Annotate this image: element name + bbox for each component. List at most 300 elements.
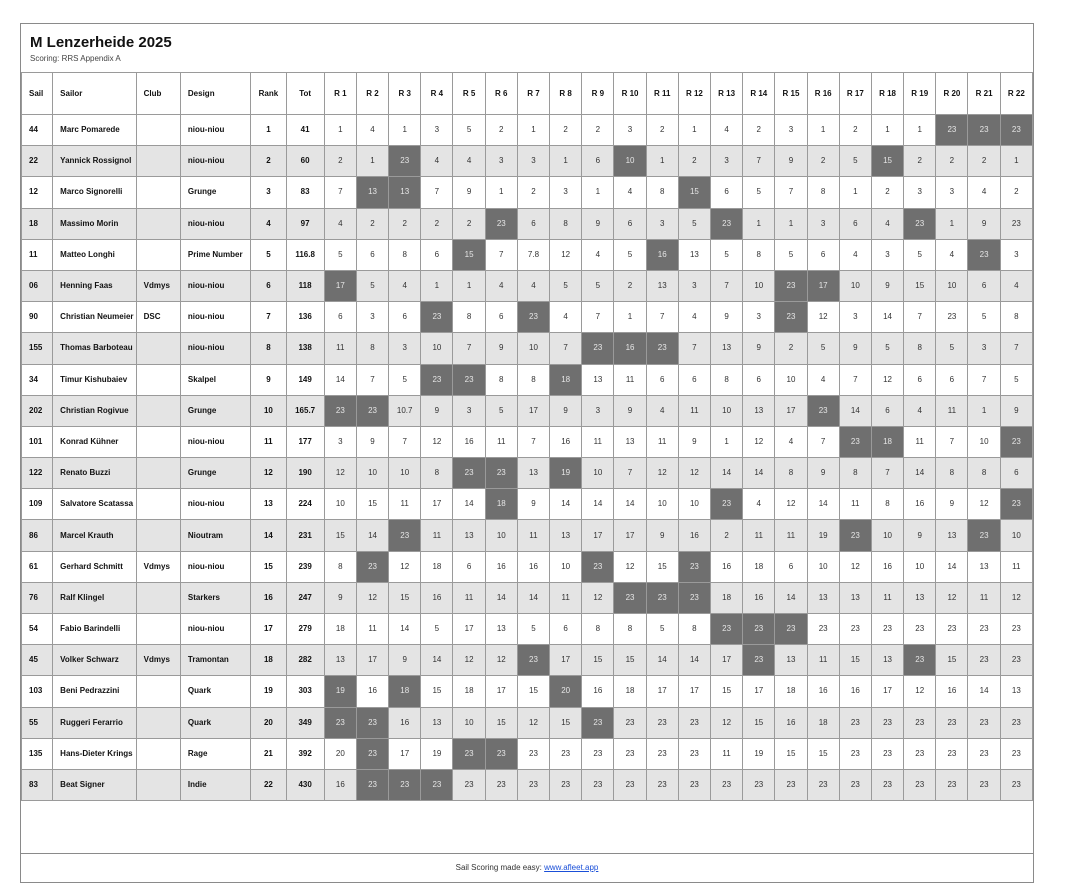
results-body [22, 115, 1033, 801]
design-cell: Quark [180, 707, 250, 738]
race-score-dropped: 10 [614, 146, 646, 177]
race-score: 9 [614, 395, 646, 426]
design-cell: niou-niou [180, 302, 250, 333]
design-cell: Quark [180, 676, 250, 707]
race-score-dropped: 23 [678, 551, 710, 582]
race-score: 5 [968, 302, 1000, 333]
sail-cell: 122 [22, 458, 53, 489]
race-score: 7 [871, 458, 903, 489]
race-score-dropped: 23 [389, 520, 421, 551]
race-score: 1 [1000, 146, 1032, 177]
race-score: 2 [614, 270, 646, 301]
race-score: 11 [968, 582, 1000, 613]
race-score: 18 [743, 551, 775, 582]
club-cell [136, 208, 180, 239]
total-cell: 239 [286, 551, 324, 582]
race-score: 16 [356, 676, 388, 707]
race-score: 14 [582, 489, 614, 520]
race-score: 6 [485, 302, 517, 333]
race-score: 11 [743, 520, 775, 551]
table-row[interactable] [22, 115, 1033, 146]
rank-cell: 6 [251, 270, 286, 301]
club-cell: Vdmys [136, 270, 180, 301]
race-score: 7 [646, 302, 678, 333]
race-score: 12 [421, 426, 453, 457]
sail-cell: 103 [22, 676, 53, 707]
race-score: 9 [678, 426, 710, 457]
race-score: 16 [324, 769, 356, 800]
race-score-dropped: 23 [968, 115, 1000, 146]
race-score: 12 [356, 582, 388, 613]
race-score: 7 [421, 177, 453, 208]
footer-link[interactable]: www.afleet.app [544, 863, 599, 872]
race-score: 13 [485, 614, 517, 645]
race-score: 6 [389, 302, 421, 333]
total-cell: 83 [286, 177, 324, 208]
race-score-dropped: 23 [421, 364, 453, 395]
sailor-cell: Ralf Klingel [53, 582, 136, 613]
race-score: 1 [710, 426, 742, 457]
race-score: 23 [1000, 769, 1032, 800]
race-score: 23 [485, 769, 517, 800]
column-header-race[interactable]: R 5 [453, 73, 485, 115]
race-score: 11 [324, 333, 356, 364]
sailor-cell: Christian Neumeier [53, 302, 136, 333]
race-score: 23 [968, 645, 1000, 676]
sail-cell: 135 [22, 738, 53, 769]
race-score: 15 [421, 676, 453, 707]
race-score: 1 [517, 115, 549, 146]
race-score: 4 [614, 177, 646, 208]
table-row[interactable] [22, 769, 1033, 800]
table-row[interactable] [22, 302, 1033, 333]
race-score: 16 [517, 551, 549, 582]
race-score: 10 [421, 333, 453, 364]
column-header-race[interactable]: R 11 [646, 73, 678, 115]
race-score: 15 [646, 551, 678, 582]
race-score: 23 [904, 738, 936, 769]
table-row[interactable] [22, 520, 1033, 551]
race-score: 15 [485, 707, 517, 738]
race-score-dropped: 23 [936, 115, 968, 146]
column-header-race[interactable]: R 3 [389, 73, 421, 115]
race-score: 19 [743, 738, 775, 769]
total-cell: 41 [286, 115, 324, 146]
table-row[interactable] [22, 676, 1033, 707]
table-row[interactable] [22, 645, 1033, 676]
race-score: 11 [582, 426, 614, 457]
race-score: 6 [614, 208, 646, 239]
race-score: 14 [356, 520, 388, 551]
race-score: 1 [646, 146, 678, 177]
race-score: 15 [904, 270, 936, 301]
column-header-race[interactable]: R 4 [421, 73, 453, 115]
column-header-race[interactable]: R 1 [324, 73, 356, 115]
race-score: 4 [807, 364, 839, 395]
total-cell: 116.8 [286, 239, 324, 270]
table-row[interactable] [22, 426, 1033, 457]
race-score-dropped: 23 [582, 551, 614, 582]
design-cell: Nioutram [180, 520, 250, 551]
table-row[interactable] [22, 146, 1033, 177]
race-score: 1 [389, 115, 421, 146]
race-score: 15 [389, 582, 421, 613]
total-cell: 279 [286, 614, 324, 645]
race-score: 23 [807, 614, 839, 645]
race-score: 13 [968, 551, 1000, 582]
race-score: 23 [1000, 738, 1032, 769]
race-score: 15 [839, 645, 871, 676]
race-score: 15 [550, 707, 582, 738]
race-score: 16 [678, 520, 710, 551]
race-score-dropped: 23 [614, 582, 646, 613]
race-score: 23 [968, 738, 1000, 769]
race-score: 7 [678, 333, 710, 364]
race-score: 16 [839, 676, 871, 707]
column-header-race[interactable]: R 20 [936, 73, 968, 115]
race-score: 13 [904, 582, 936, 613]
club-cell [136, 146, 180, 177]
sail-cell: 83 [22, 769, 53, 800]
race-score: 23 [936, 738, 968, 769]
race-score: 4 [743, 489, 775, 520]
race-score: 13 [324, 645, 356, 676]
sail-cell: 90 [22, 302, 53, 333]
race-score: 9 [453, 177, 485, 208]
race-score: 1 [871, 115, 903, 146]
race-score: 7 [968, 364, 1000, 395]
race-score: 2 [550, 115, 582, 146]
column-header-race[interactable]: R 14 [743, 73, 775, 115]
race-score: 7 [324, 177, 356, 208]
race-score: 6 [743, 364, 775, 395]
race-score-dropped: 23 [485, 458, 517, 489]
rank-cell: 22 [251, 769, 286, 800]
column-header-rank[interactable]: Rank [251, 73, 286, 115]
race-score: 16 [453, 426, 485, 457]
race-score: 18 [324, 614, 356, 645]
table-row[interactable] [22, 177, 1033, 208]
race-score: 9 [936, 489, 968, 520]
race-score: 9 [550, 395, 582, 426]
race-score: 23 [839, 769, 871, 800]
race-score: 6 [453, 551, 485, 582]
club-cell [136, 520, 180, 551]
column-header-race[interactable]: R 13 [710, 73, 742, 115]
table-row[interactable] [22, 582, 1033, 613]
race-score: 4 [389, 270, 421, 301]
race-score: 4 [453, 146, 485, 177]
table-row[interactable] [22, 270, 1033, 301]
club-cell [136, 333, 180, 364]
header [21, 24, 1033, 73]
race-score: 2 [582, 115, 614, 146]
race-score: 7 [389, 426, 421, 457]
race-score: 8 [646, 177, 678, 208]
race-score: 2 [453, 208, 485, 239]
race-score: 23 [839, 614, 871, 645]
race-score-dropped: 23 [517, 645, 549, 676]
race-score: 15 [807, 738, 839, 769]
race-score: 1 [582, 177, 614, 208]
race-score: 5 [871, 333, 903, 364]
race-score: 11 [904, 426, 936, 457]
race-score: 17 [356, 645, 388, 676]
rank-cell: 4 [251, 208, 286, 239]
race-score-dropped: 23 [646, 582, 678, 613]
column-header-race[interactable]: R 9 [582, 73, 614, 115]
race-score: 13 [807, 582, 839, 613]
race-score-dropped: 23 [775, 302, 807, 333]
race-score: 7.8 [517, 239, 549, 270]
race-score-dropped: 19 [324, 676, 356, 707]
race-score: 9 [421, 395, 453, 426]
sailor-cell: Hans-Dieter Krings [53, 738, 136, 769]
column-header-race[interactable]: R 12 [678, 73, 710, 115]
race-score: 7 [356, 364, 388, 395]
club-cell [136, 738, 180, 769]
column-header-race[interactable]: R 21 [968, 73, 1000, 115]
table-row[interactable] [22, 707, 1033, 738]
total-cell: 177 [286, 426, 324, 457]
race-score: 3 [356, 302, 388, 333]
race-score-dropped: 23 [453, 458, 485, 489]
race-score: 16 [582, 676, 614, 707]
race-score: 10 [1000, 520, 1032, 551]
race-score: 20 [324, 738, 356, 769]
race-score-dropped: 23 [710, 208, 742, 239]
race-score: 4 [968, 177, 1000, 208]
column-header-race[interactable]: R 15 [775, 73, 807, 115]
race-score: 5 [839, 146, 871, 177]
sail-cell: 86 [22, 520, 53, 551]
race-score: 14 [839, 395, 871, 426]
race-score: 5 [485, 395, 517, 426]
race-score: 14 [324, 364, 356, 395]
race-score: 14 [936, 551, 968, 582]
table-row[interactable] [22, 458, 1033, 489]
race-score: 5 [904, 239, 936, 270]
race-score: 8 [421, 458, 453, 489]
column-header-race[interactable]: R 10 [614, 73, 646, 115]
race-score: 15 [324, 520, 356, 551]
race-score: 23 [710, 769, 742, 800]
design-cell: niou-niou [180, 270, 250, 301]
race-score: 10 [839, 270, 871, 301]
race-score: 11 [936, 395, 968, 426]
column-header-tot[interactable]: Tot [286, 73, 324, 115]
race-score: 5 [517, 614, 549, 645]
table-row[interactable] [22, 333, 1033, 364]
rank-cell: 8 [251, 333, 286, 364]
race-score-dropped: 23 [356, 738, 388, 769]
race-score: 12 [743, 426, 775, 457]
race-score-dropped: 15 [453, 239, 485, 270]
race-score: 7 [807, 426, 839, 457]
race-score: 4 [936, 239, 968, 270]
race-score: 1 [485, 177, 517, 208]
column-header-race[interactable]: R 19 [904, 73, 936, 115]
column-header-race[interactable]: R 6 [485, 73, 517, 115]
race-score-dropped: 23 [678, 582, 710, 613]
race-score: 11 [550, 582, 582, 613]
race-score-dropped: 23 [1000, 115, 1032, 146]
column-header-race[interactable]: R 22 [1000, 73, 1032, 115]
race-score: 11 [1000, 551, 1032, 582]
column-header-sail[interactable]: Sail [22, 73, 53, 115]
race-score: 14 [871, 302, 903, 333]
race-score: 23 [936, 302, 968, 333]
race-score: 12 [871, 364, 903, 395]
table-row[interactable] [22, 208, 1033, 239]
race-score-dropped: 23 [356, 395, 388, 426]
race-score: 13 [421, 707, 453, 738]
race-score: 6 [356, 239, 388, 270]
race-score-dropped: 23 [1000, 426, 1032, 457]
race-score: 6 [1000, 458, 1032, 489]
race-score: 1 [807, 115, 839, 146]
rank-cell: 13 [251, 489, 286, 520]
race-score: 3 [968, 333, 1000, 364]
race-score-dropped: 23 [356, 769, 388, 800]
table-row[interactable] [22, 738, 1033, 769]
column-header-race[interactable]: R 18 [871, 73, 903, 115]
race-score: 8 [839, 458, 871, 489]
sailor-cell: Fabio Barindelli [53, 614, 136, 645]
column-header-design[interactable]: Design [180, 73, 250, 115]
race-score: 5 [324, 239, 356, 270]
race-score: 3 [421, 115, 453, 146]
race-score: 11 [646, 426, 678, 457]
race-score-dropped: 23 [1000, 489, 1032, 520]
race-score: 1 [839, 177, 871, 208]
table-row[interactable] [22, 364, 1033, 395]
race-score-dropped: 23 [807, 395, 839, 426]
race-score: 2 [871, 177, 903, 208]
race-score: 11 [356, 614, 388, 645]
race-score: 10 [904, 551, 936, 582]
club-cell [136, 395, 180, 426]
race-score: 9 [582, 208, 614, 239]
race-score: 8 [936, 458, 968, 489]
race-score: 3 [904, 177, 936, 208]
race-score: 18 [421, 551, 453, 582]
race-score: 18 [710, 582, 742, 613]
column-header-race[interactable]: R 7 [517, 73, 549, 115]
race-score: 23 [904, 769, 936, 800]
race-score: 4 [324, 208, 356, 239]
race-score: 13 [646, 270, 678, 301]
table-row[interactable] [22, 239, 1033, 270]
column-header-race[interactable]: R 8 [550, 73, 582, 115]
race-score: 13 [710, 333, 742, 364]
race-score: 23 [550, 769, 582, 800]
race-score: 2 [646, 115, 678, 146]
race-score: 15 [356, 489, 388, 520]
race-score: 8 [807, 177, 839, 208]
total-cell: 97 [286, 208, 324, 239]
column-header-race[interactable]: R 16 [807, 73, 839, 115]
club-cell [136, 707, 180, 738]
sail-cell: 22 [22, 146, 53, 177]
table-row[interactable] [22, 614, 1033, 645]
race-score: 11 [839, 489, 871, 520]
race-score: 23 [1000, 208, 1032, 239]
column-header-race[interactable]: R 2 [356, 73, 388, 115]
rank-cell: 10 [251, 395, 286, 426]
race-score: 9 [1000, 395, 1032, 426]
race-score: 2 [936, 146, 968, 177]
race-score: 6 [324, 302, 356, 333]
race-score: 9 [485, 333, 517, 364]
race-score: 12 [710, 707, 742, 738]
race-score: 7 [1000, 333, 1032, 364]
column-header-race[interactable]: R 17 [839, 73, 871, 115]
race-score: 13 [517, 458, 549, 489]
race-score: 16 [871, 551, 903, 582]
race-score-dropped: 15 [871, 146, 903, 177]
rank-cell: 7 [251, 302, 286, 333]
sailor-cell: Beni Pedrazzini [53, 676, 136, 707]
race-score: 12 [968, 489, 1000, 520]
table-row[interactable] [22, 489, 1033, 520]
table-row[interactable] [22, 395, 1033, 426]
race-score: 8 [968, 458, 1000, 489]
race-score: 4 [1000, 270, 1032, 301]
race-score: 2 [807, 146, 839, 177]
race-score-dropped: 23 [389, 769, 421, 800]
race-score: 23 [646, 738, 678, 769]
race-score: 11 [807, 645, 839, 676]
rank-cell: 12 [251, 458, 286, 489]
total-cell: 60 [286, 146, 324, 177]
race-score: 17 [614, 520, 646, 551]
race-score: 8 [324, 551, 356, 582]
column-header-sailor[interactable]: Sailor [53, 73, 136, 115]
race-score: 3 [582, 395, 614, 426]
race-score: 8 [582, 614, 614, 645]
footer [21, 853, 1033, 882]
sailor-cell: Massimo Morin [53, 208, 136, 239]
race-score: 15 [710, 676, 742, 707]
rank-cell: 15 [251, 551, 286, 582]
design-cell: niou-niou [180, 208, 250, 239]
total-cell: 392 [286, 738, 324, 769]
race-score: 23 [582, 769, 614, 800]
race-score: 23 [904, 707, 936, 738]
race-score: 2 [324, 146, 356, 177]
race-score: 2 [1000, 177, 1032, 208]
race-score: 23 [517, 769, 549, 800]
race-score: 3 [485, 146, 517, 177]
race-score-dropped: 18 [871, 426, 903, 457]
design-cell: niou-niou [180, 333, 250, 364]
race-score: 10 [646, 489, 678, 520]
race-score: 11 [678, 395, 710, 426]
design-cell: niou-niou [180, 551, 250, 582]
table-row[interactable] [22, 551, 1033, 582]
race-score: 14 [517, 582, 549, 613]
race-score: 4 [871, 208, 903, 239]
design-cell: niou-niou [180, 489, 250, 520]
race-score: 9 [968, 208, 1000, 239]
race-score: 6 [646, 364, 678, 395]
sailor-cell: Marco Signorelli [53, 177, 136, 208]
column-header-club[interactable]: Club [136, 73, 180, 115]
rank-cell: 1 [251, 115, 286, 146]
race-score-dropped: 15 [678, 177, 710, 208]
race-score: 9 [871, 270, 903, 301]
